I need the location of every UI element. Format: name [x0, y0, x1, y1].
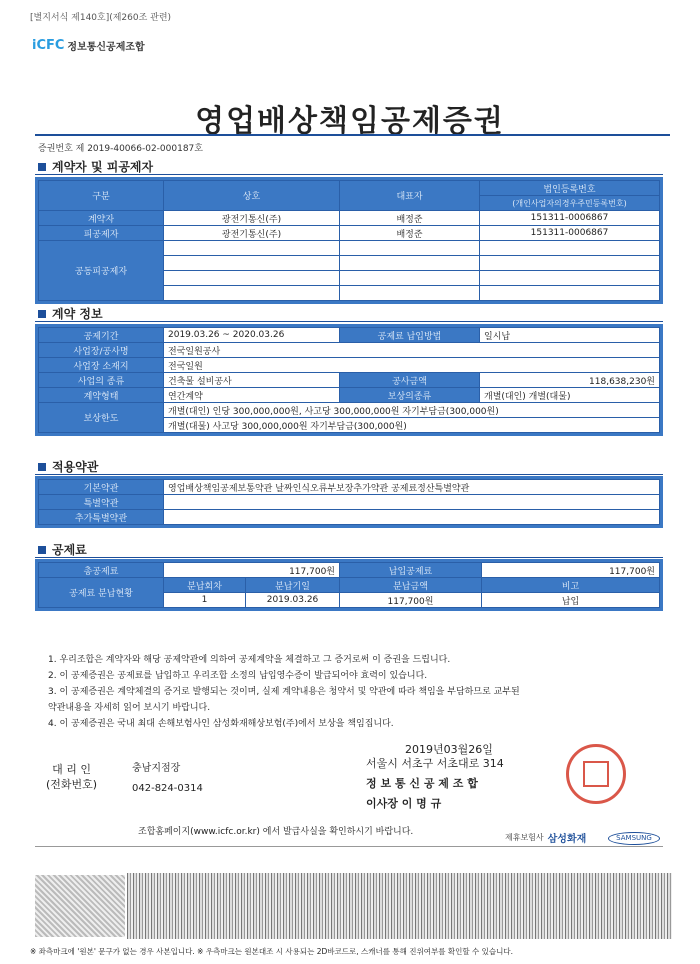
label-site-name: 사업장/공사명 [39, 343, 164, 358]
value-biz-type: 건축물 설비공사 [164, 373, 340, 388]
label-site-loc: 사업장 소재지 [39, 358, 164, 373]
section-line [35, 474, 663, 475]
parties-table [38, 180, 660, 301]
footer-divider [35, 846, 663, 847]
row-label-insured: 피공제자 [39, 226, 164, 241]
value-limit-2: 개별(대물) 사고당 300,000,000원 자기부담금(300,000원) [164, 418, 660, 433]
label-special-terms: 특별약관 [39, 495, 164, 510]
installment-note: 납입 [482, 593, 660, 608]
homepage-notice: 조합홈페이지(www.icfc.or.kr) 에서 발급사실을 확인하시기 바랍니다. [138, 827, 414, 837]
section-title: 공제료 [52, 543, 87, 557]
value-site-loc: 전국일원 [164, 358, 660, 373]
value-paid-premium: 117,700원 [482, 563, 660, 578]
issuer-block [366, 754, 504, 814]
co-insured-cell [164, 286, 340, 301]
label-total-premium: 총공제료 [39, 563, 164, 578]
premium-table [38, 562, 660, 608]
issuer-org: 정 보 통 신 공 제 조 합 [366, 777, 478, 790]
section-bullet-icon [38, 546, 46, 554]
label-additional-terms: 추가특별약관 [39, 510, 164, 525]
issue-date: 2019년03월26일 [405, 743, 493, 756]
value-limit-1: 개별(대인) 인당 300,000,000원, 사고당 300,000,000원 자기부담금(300,000원) [164, 403, 660, 418]
value-contract-type: 연간계약 [164, 388, 340, 403]
issuer-chair: 이사장 이 명 규 [366, 797, 442, 810]
section-title: 계약 정보 [52, 307, 103, 321]
icfc-logo [32, 38, 145, 53]
section-line [35, 321, 663, 322]
co-insured-cell [480, 241, 660, 256]
co-insured-cell [480, 286, 660, 301]
footer-notice: ※ 좌측마크에 '원본' 문구가 없는 경우 사본입니다. ※ 우측마크는 원본대조 시 사용되는 2D바코드로, 스캐너를 통해 진위여부를 확인할 수 있습니다. [30, 947, 514, 956]
contractor-reg: 151311-0006867 [480, 211, 660, 226]
samsung-logo: SAMSUNG [608, 832, 660, 845]
value-additional-terms [164, 510, 660, 525]
contract-table [38, 327, 660, 433]
section-bullet-icon [38, 163, 46, 171]
value-period: 2019.03.26 ~ 2020.03.26 [164, 328, 340, 343]
value-site-name: 전국일원공사 [164, 343, 660, 358]
insured-rep: 배정준 [340, 226, 480, 241]
insured-company: 광전기통신(주) [164, 226, 340, 241]
contractor-rep: 배정준 [340, 211, 480, 226]
contractor-company: 광전기통신(주) [164, 211, 340, 226]
value-pay-method: 일시납 [480, 328, 660, 343]
issuer-address: 서울시 서초구 서초대로 314 [366, 757, 504, 770]
document-title: 영업배상책임공제증권 [195, 104, 505, 139]
col-installment-amount: 분납금액 [340, 578, 482, 593]
row-label-co-insured: 공동피공제자 [39, 241, 164, 301]
notes-list [48, 652, 658, 732]
sponsor-block [505, 830, 586, 845]
agent-phone-label: (전화번호) [46, 778, 98, 791]
section-bullet-icon [38, 463, 46, 471]
section-bullet-icon [38, 310, 46, 318]
installment-date: 2019.03.26 [246, 593, 340, 608]
section-heading-premium [38, 541, 87, 558]
agent-phone: 042-824-0314 [132, 783, 203, 794]
title-underline [35, 134, 670, 136]
agent-label-line: 대 리 인 [52, 763, 91, 776]
label-coverage-type: 보상의종류 [340, 388, 480, 403]
co-insured-cell [164, 271, 340, 286]
value-coverage-type: 개별(대인) 개별(대물) [480, 388, 660, 403]
parties-table-panel [35, 177, 663, 304]
value-total-premium: 117,700원 [164, 563, 340, 578]
section-title: 적용약관 [52, 460, 99, 474]
col-header-rep: 대표자 [340, 181, 480, 211]
value-basic-terms: 영업배상책임공제보통약관 날짜인식오류부보장추가약관 공제료정산특별약관 [164, 480, 660, 495]
form-number: [별지서식 제140호](제260조 관련) [30, 13, 172, 23]
co-insured-cell [340, 271, 480, 286]
note-item: 4. 이 공제증권은 국내 최대 손해보험사인 삼성화재해상보험(주)에서 보상을 책임집니다. [48, 719, 394, 729]
label-limit: 보상한도 [39, 403, 164, 433]
insured-reg: 151311-0006867 [480, 226, 660, 241]
note-item: 2. 이 공제증권은 공제료를 납입하고 우리조합 소정의 납입영수증이 발급되어야 효력이 있습니다. [48, 671, 428, 681]
label-pay-method: 공제료 납입방법 [340, 328, 480, 343]
agent-label [46, 762, 97, 792]
sponsor-label: 제휴보험사 [505, 833, 544, 842]
note-item: 1. 우리조합은 계약자와 해당 공제약관에 의하여 공제계약을 체결하고 그 증거로써 이 증권을 드립니다. [48, 655, 451, 665]
col-header-reg: 법인등록번호 [480, 181, 660, 196]
co-insured-cell [340, 256, 480, 271]
logo-mark: iCFC [32, 38, 65, 53]
label-amount: 공사금액 [340, 373, 480, 388]
col-header-reg-sub: (개인사업자의경우주민등록번호) [480, 196, 660, 211]
label-biz-type: 사업의 종류 [39, 373, 164, 388]
section-line [35, 174, 663, 175]
label-paid-premium: 납입공제료 [340, 563, 482, 578]
label-installment: 공제료 분납현황 [39, 578, 164, 608]
co-insured-cell [340, 286, 480, 301]
section-heading-terms [38, 458, 98, 475]
co-insured-cell [340, 241, 480, 256]
2d-barcode-icon [127, 873, 672, 939]
agent-name: 충남지점장 [132, 763, 181, 774]
co-insured-cell [164, 256, 340, 271]
section-heading-contract [38, 305, 103, 322]
premium-table-panel [35, 559, 663, 611]
col-installment-note: 비고 [482, 578, 660, 593]
value-amount: 118,638,230원 [480, 373, 660, 388]
official-seal-icon [566, 744, 626, 804]
logo-org-name: 정보통신공제조합 [67, 42, 145, 53]
col-header-company: 상호 [164, 181, 340, 211]
agent-values [132, 759, 203, 799]
label-contract-type: 계약형태 [39, 388, 164, 403]
contract-table-panel [35, 324, 663, 436]
certificate-number: 증권번호 제 2019-40066-02-000187호 [38, 144, 203, 154]
seal-inner-square [583, 761, 609, 787]
co-insured-cell [480, 256, 660, 271]
section-title: 계약자 및 피공제자 [52, 160, 154, 174]
co-insured-cell [164, 241, 340, 256]
col-installment-no: 분납회차 [164, 578, 246, 593]
co-insured-cell [480, 271, 660, 286]
value-special-terms [164, 495, 660, 510]
installment-no: 1 [164, 593, 246, 608]
col-installment-date: 분납기일 [246, 578, 340, 593]
label-period: 공제기간 [39, 328, 164, 343]
section-heading-parties [38, 158, 153, 175]
note-item: 약관내용을 자세히 읽어 보시기 바랍니다. [48, 703, 211, 713]
terms-table-panel [35, 476, 663, 528]
section-line [35, 557, 663, 558]
col-header-type: 구분 [39, 181, 164, 211]
label-basic-terms: 기본약관 [39, 480, 164, 495]
installment-amount: 117,700원 [340, 593, 482, 608]
original-mark-icon [35, 875, 125, 937]
sponsor-name: 삼성화재 [547, 834, 587, 845]
note-item: 3. 이 공제증권은 계약체결의 증거로 발행되는 것이며, 실제 계약내용은 청약서 및 약관에 따라 책임을 부담하므로 교부된 [48, 687, 520, 697]
terms-table [38, 479, 660, 525]
row-label-contractor: 계약자 [39, 211, 164, 226]
